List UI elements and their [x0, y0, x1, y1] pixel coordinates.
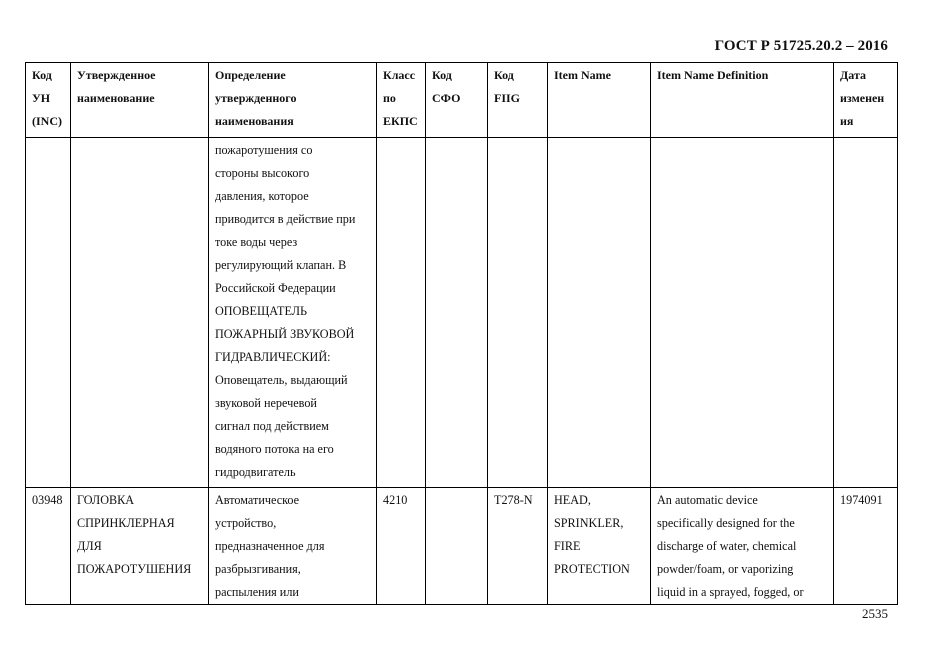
- header-approved-name: Утвержденное наименование: [71, 63, 209, 138]
- cell-approved-name: ГОЛОВКА СПРИНКЛЕРНАЯ ДЛЯ ПОЖАРОТУШЕНИЯ: [71, 488, 209, 605]
- cell-inc: [26, 138, 71, 488]
- header-change-date: Дата изменен ия: [834, 63, 898, 138]
- classification-table: [25, 62, 898, 605]
- table-row-continuation: [26, 138, 898, 488]
- cell-ekps: [377, 138, 426, 488]
- cell-item-definition: An automatic device specifically designed for the discharge of water, chemical powder/foam, or vaporizing liquid in a sprayed, fogged, or: [651, 488, 834, 605]
- cell-item-name: HEAD, SPRINKLER, FIRE PROTECTION: [548, 488, 651, 605]
- table-header-row: [26, 63, 898, 138]
- header-ekps-class: Класс по ЕКПС: [377, 63, 426, 138]
- cell-item-name: [548, 138, 651, 488]
- cell-item-definition: [651, 138, 834, 488]
- header-item-name-definition: Item Name Definition: [651, 63, 834, 138]
- header-fiig-code: Код FIIG: [488, 63, 548, 138]
- cell-sfo: [426, 138, 488, 488]
- header-definition: Определение утвержденного наименования: [209, 63, 377, 138]
- cell-inc: 03948: [26, 488, 71, 605]
- cell-approved-name: [71, 138, 209, 488]
- document-code: ГОСТ Р 51725.20.2 – 2016: [714, 38, 888, 54]
- cell-definition: Автоматическое устройство, предназначенное для разбрызгивания, распыления или: [209, 488, 377, 605]
- cell-fiig: T278-N: [488, 488, 548, 605]
- cell-ekps: 4210: [377, 488, 426, 605]
- page-number: 2535: [862, 606, 888, 621]
- cell-definition: пожаротушения со стороны высокого давления, которое приводится в действие при токе воды через регулирующий клапан. В Российской Федерации ОПОВЕЩАТЕЛЬ ПОЖАРНЫЙ ЗВУКОВОЙ ГИДРАВЛИЧЕСКИЙ: Оповещатель, выдающий звуковой неречевой сигнал под действием водяного потока на его гидродвигатель: [209, 138, 377, 488]
- table-row-item: [26, 488, 898, 605]
- cell-date: [834, 138, 898, 488]
- header-inc: Код УН (INC): [26, 63, 71, 138]
- header-sfo-code: Код СФО: [426, 63, 488, 138]
- header-item-name: Item Name: [548, 63, 651, 138]
- cell-date: 1974091: [834, 488, 898, 605]
- cell-sfo: [426, 488, 488, 605]
- cell-fiig: [488, 138, 548, 488]
